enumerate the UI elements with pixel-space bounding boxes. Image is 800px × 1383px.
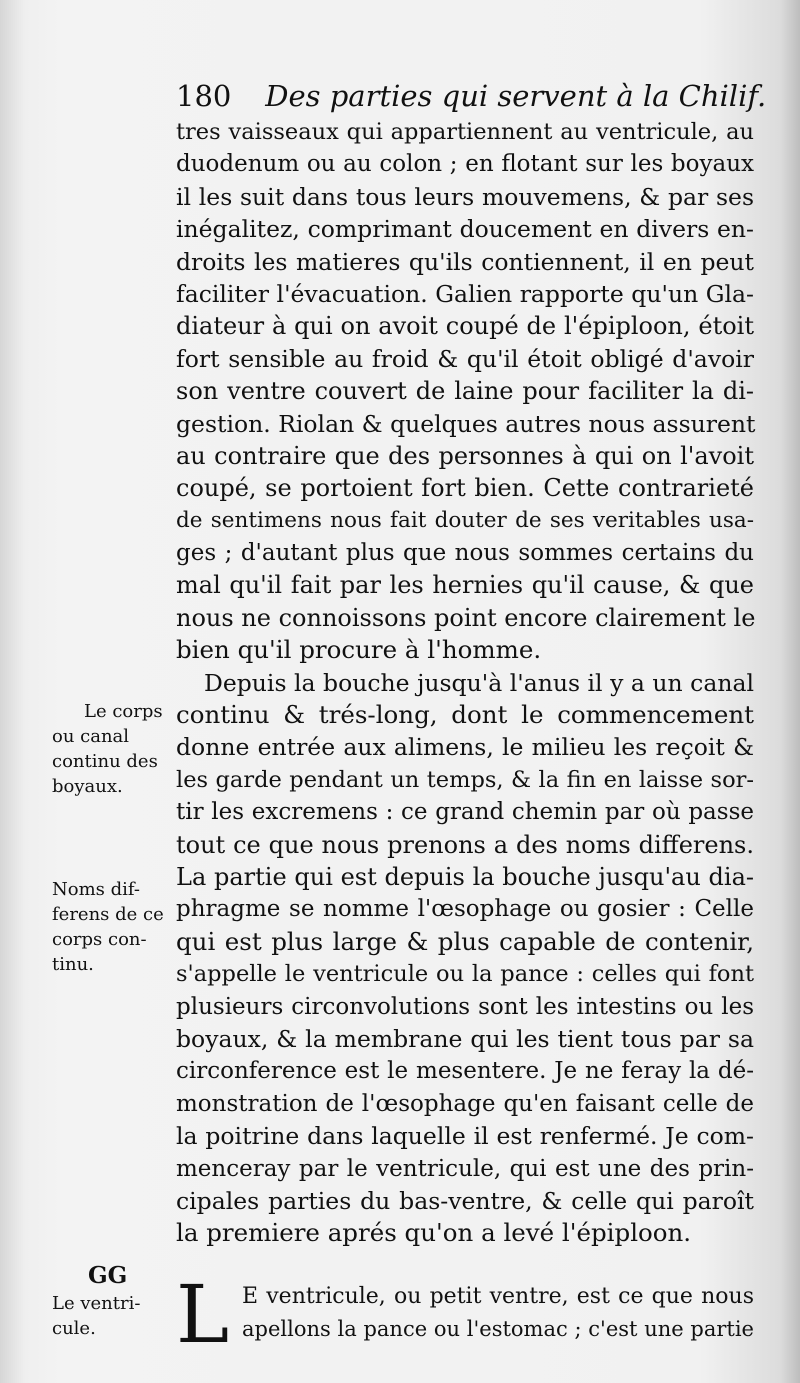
text-line: de sentimens nous fait douter de ses veritables usa-	[176, 507, 754, 533]
text-line: tout ce que nous prenons a des noms differens.	[176, 830, 754, 859]
margin-note-line: ferens de ce	[52, 904, 164, 925]
text-line: gestion. Riolan & quelques autres nous assurent	[176, 409, 756, 438]
margin-note-line: cule.	[52, 1318, 96, 1339]
main-text	[176, 116, 756, 1361]
margin-note-line: boyaux.	[52, 776, 123, 797]
text-line: nous ne connoissons point encore clairement le	[176, 603, 756, 632]
text-line: circonference est le mesentere. Je ne feray la dé-	[176, 1058, 754, 1085]
text-line: au contraire que des personnes à qui on l'avoit	[176, 441, 754, 470]
text-line: la poitrine dans laquelle il est renfermé. Je com-	[176, 1122, 754, 1151]
text-line: ges ; d'autant plus que nous sommes certains du	[176, 540, 754, 567]
section-gap	[176, 1250, 754, 1281]
margin-note-noms	[52, 877, 172, 977]
text-line: il les suit dans tous leurs mouvemens, & par ses	[176, 182, 754, 211]
text-line: continu & trés-long, dont le commencement	[176, 700, 754, 730]
text-line: menceray par le ventricule, qui est une des prin-	[176, 1155, 754, 1182]
text-line: son ventre couvert de laine pour faciliter la di-	[176, 377, 754, 406]
margin-note-canal	[52, 699, 172, 799]
text-line: monstration de l'œsophage qu'en faisant celle de	[176, 1090, 754, 1117]
text-line: tres vaisseaux qui appartiennent au ventricule, au	[176, 119, 754, 145]
text-line: tir les excremens : ce grand chemin par où passe	[176, 799, 754, 826]
text-line: qui est plus large & plus capable de contenir,	[176, 926, 754, 956]
margin-note-line: continu des	[52, 751, 158, 772]
text-line: phragme se nomme l'œsophage ou gosier : Celle	[176, 896, 754, 923]
text-line: droits les matieres qu'ils contiennent, il en peut	[176, 247, 754, 276]
text-line: s'appelle le ventricule ou la pance : celles qui font	[176, 961, 754, 988]
paragraph-3	[176, 1267, 754, 1361]
text-line: coupé, se portoient fort bien. Cette contrarieté	[176, 474, 754, 503]
text-line: faciliter l'évacuation. Galien rapporte qu'un Gla-	[176, 279, 754, 308]
margin-note-line: Le corps	[84, 701, 163, 722]
text-line: diateur à qui on avoit coupé de l'épiploon, étoit	[176, 312, 754, 341]
text-line: la premiere aprés qu'on a levé l'épiploon.	[176, 1218, 692, 1248]
text-line: apellons la pance ou l'estomac ; c'est une partie	[242, 1317, 754, 1342]
text-line: les garde pendant un temps, & la fin en laisse sor-	[176, 766, 754, 793]
margin-note-line: Noms dif-	[52, 879, 140, 900]
text-line: Depuis la bouche jusqu'à l'anus il y a un canal	[204, 668, 754, 697]
running-title: Des parties qui servent à la Chilif.	[265, 79, 767, 113]
paragraph-2	[176, 667, 754, 1250]
text-line: boyaux, & la membrane qui les tient tous par sa	[176, 1024, 754, 1053]
page-number: 180	[176, 79, 232, 113]
drop-cap: L	[176, 1267, 230, 1361]
text-line: duodenum ou au colon ; en flotant sur les boyaux	[176, 151, 754, 178]
paragraph-1	[176, 116, 754, 667]
margin-note-ventricule	[52, 1291, 172, 1341]
text-line: donne entrée aux alimens, le milieu les reçoit &	[176, 733, 754, 762]
text-line: E ventricule, ou petit ventre, est ce que nous	[242, 1283, 754, 1309]
margin-note-line: Le ventri-	[52, 1293, 141, 1314]
text-line: mal qu'il fait par les hernies qu'il cause, & que	[176, 571, 754, 600]
signature-mark: GG	[88, 1262, 128, 1289]
margin-note-line: tinu.	[52, 954, 94, 975]
margin-note-line: corps con-	[52, 929, 147, 950]
text-line: inégalitez, comprimant doucement en divers en-	[176, 215, 754, 244]
text-line: La partie qui est depuis la bouche jusqu'au dia-	[176, 862, 754, 891]
margin-note-line: ou canal	[52, 726, 130, 747]
text-line: plusieurs circonvolutions sont les intestins ou les	[176, 993, 754, 1020]
text-line: bien qu'il procure à l'homme.	[176, 635, 542, 665]
text-line: fort sensible au froid & qu'il étoit obligé d'avoir	[176, 344, 754, 373]
text-line: cipales parties du bas-ventre, & celle qui paroît	[176, 1186, 754, 1215]
running-header	[176, 78, 767, 114]
